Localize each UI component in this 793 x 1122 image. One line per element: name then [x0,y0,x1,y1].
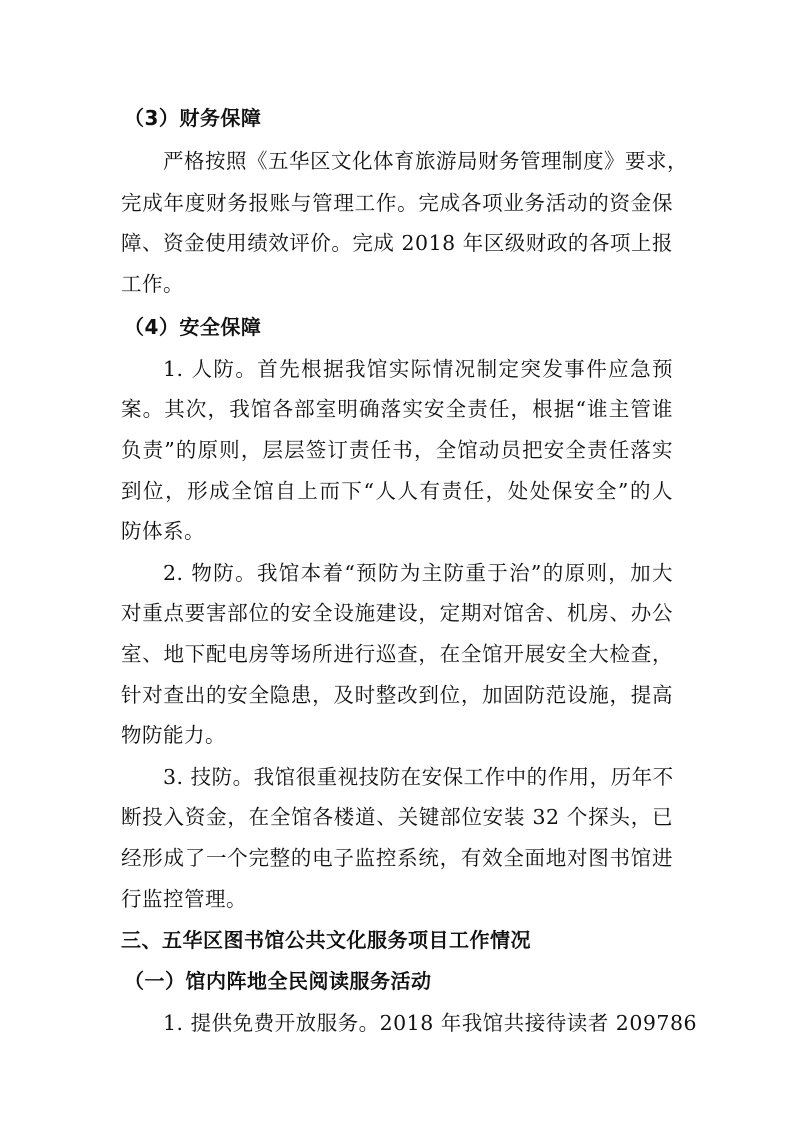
civil-defense-line-4: 到位，形成全馆自上而下“人人有责任，处处保安全”的人 [121,479,673,503]
physical-defense-line-5: 物防能力。 [121,723,226,747]
safety-heading: （4）安全保障 [124,315,262,339]
physical-defense-line-3: 室、地下配电房等场所进行巡查，在全馆开展安全大检查， [121,642,673,666]
civil-defense-line-2: 案。其次，我馆各部室明确落实安全责任，根据“谁主管谁 [121,397,673,421]
technical-defense-line-4: 行监控管理。 [121,887,247,911]
technical-defense-line-2: 断投入资金，在全馆各楼道、关键部位安装 32 个探头，已 [121,805,673,829]
civil-defense-line-3: 负责”的原则，层层签订责任书，全馆动员把安全责任落实 [121,438,673,462]
physical-defense-line-4: 针对查出的安全隐患，及时整改到位，加固防范设施，提高 [121,683,673,707]
finance-line-1: 严格按照《五华区文化体育旅游局财务管理制度》要求， [163,149,688,173]
civil-defense-line-5: 防体系。 [121,519,205,543]
physical-defense-line-1: 2. 物防。我馆本着“预防为主防重于治”的原则，加大 [163,561,673,585]
technical-defense-line-3: 经形成了一个完整的电子监控系统，有效全面地对图书馆进 [121,846,673,870]
part3-heading: 三、五华区图书馆公共文化服务项目工作情况 [121,928,531,952]
finance-line-3: 障、资金使用绩效评价。完成 2018 年区级财政的各项上报 [121,231,673,255]
technical-defense-line-1: 3. 技防。我馆很重视技防在安保工作中的作用，历年不 [163,765,674,789]
part3-subheading: （一）馆内阵地全民阅读服务活动 [124,969,432,993]
finance-line-4: 工作。 [121,272,184,296]
physical-defense-line-2: 对重点要害部位的安全设施建设，定期对馆舍、机房、办公 [121,601,673,625]
finance-heading: （3）财务保障 [124,106,262,130]
civil-defense-line-1: 1. 人防。首先根据我馆实际情况制定突发事件应急预 [163,357,673,381]
finance-line-2: 完成年度财务报账与管理工作。完成各项业务活动的资金保 [121,191,673,215]
part3-line-1: 1. 提供免费开放服务。2018 年我馆共接待读者 209786 [163,1011,698,1035]
